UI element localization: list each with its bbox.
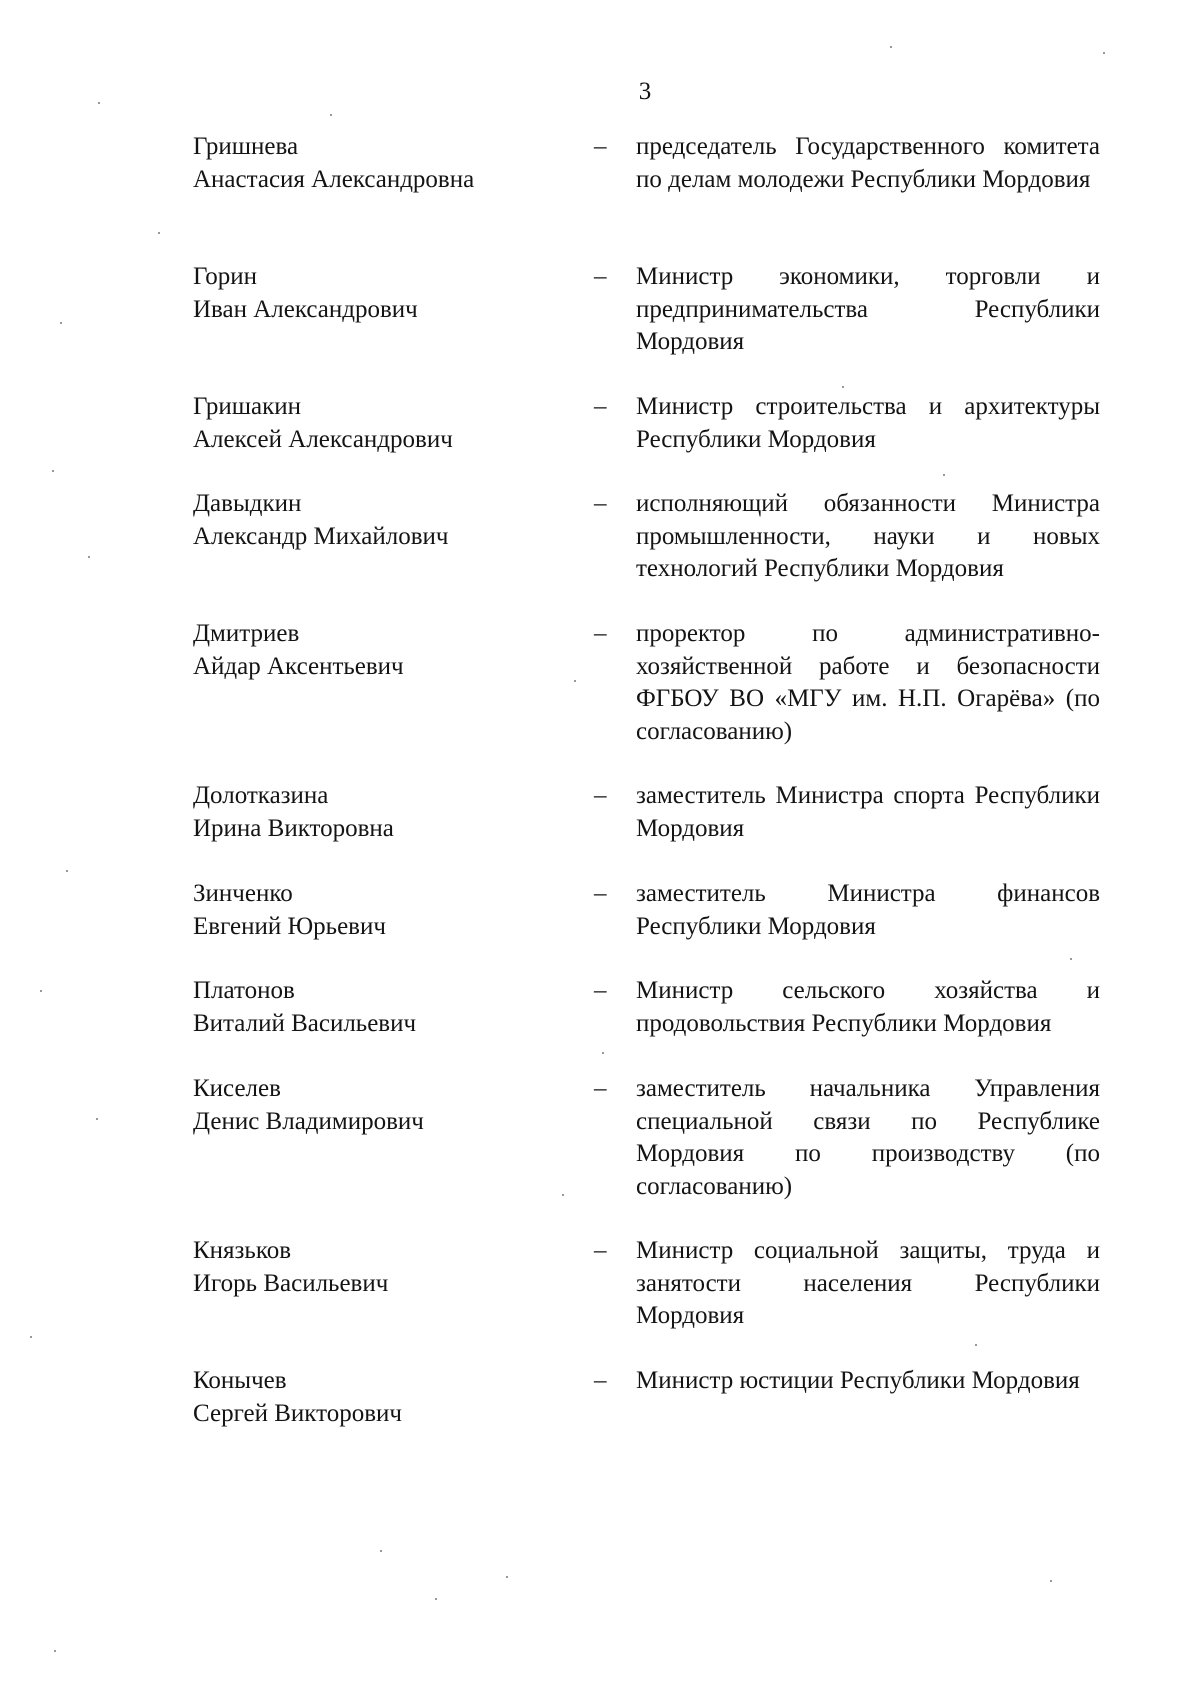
scan-speck [975, 1344, 977, 1346]
given-names: Айдар Аксентьевич [193, 652, 404, 680]
scan-speck [60, 322, 62, 324]
surname: Гришнева [193, 133, 299, 160]
position-title: исполняющий обязанности Министра промышленности, науки и новых технологий Республики Мордовия [636, 490, 1100, 582]
separator-dash: – [594, 1367, 607, 1394]
given-names: Евгений Юрьевич [193, 912, 386, 940]
scan-speck [158, 232, 160, 234]
position-title: Министр юстиции Республики Мордовия [636, 1367, 1080, 1394]
person-name [193, 1235, 553, 1300]
scan-speck [435, 1598, 437, 1600]
person-name [193, 878, 553, 943]
scan-speck [574, 680, 576, 682]
scan-speck [890, 46, 892, 48]
separator-dash: – [594, 977, 607, 1004]
given-names: Ирина Викторовна [193, 814, 394, 842]
surname: Киселев [193, 1075, 281, 1102]
separator-dash: – [594, 263, 607, 290]
scan-speck [330, 114, 332, 116]
scan-speck [98, 102, 100, 104]
given-names: Денис Владимирович [193, 1107, 424, 1135]
given-names: Анастасия Александровна [193, 165, 475, 193]
separator-dash: – [594, 1237, 607, 1264]
scan-speck [380, 1550, 382, 1552]
scan-speck [88, 556, 90, 558]
position-title: проректор по административно-хозяйственной работе и безопасности ФГБОУ ВО «МГУ им. Н.П. Огарёва» (по согласованию) [636, 620, 1100, 745]
position-title: Министр социальной защиты, труда и занятости населения Республики Мордовия [636, 1237, 1100, 1329]
separator-dash: – [594, 490, 607, 517]
person-name [193, 618, 553, 683]
scan-speck [506, 1576, 508, 1578]
scan-speck [602, 1052, 604, 1054]
person-name [193, 1365, 553, 1430]
surname: Зинченко [193, 880, 293, 907]
person-name [193, 780, 553, 845]
scan-speck [54, 1650, 56, 1652]
surname: Князьков [193, 1237, 292, 1264]
position-title: заместитель Министра спорта Республики Мордовия [636, 782, 1100, 842]
scan-speck [96, 1118, 98, 1120]
person-name [193, 1073, 553, 1138]
surname: Дмитриев [193, 620, 300, 647]
person-name [193, 131, 553, 196]
given-names: Игорь Васильевич [193, 1269, 389, 1297]
surname: Гришакин [193, 393, 302, 420]
person-name [193, 975, 553, 1040]
scan-speck [943, 474, 945, 476]
surname: Конычев [193, 1367, 287, 1394]
person-name [193, 488, 553, 553]
scan-speck [1070, 958, 1072, 960]
separator-dash: – [594, 133, 607, 160]
separator-dash: – [594, 1075, 607, 1102]
scan-speck [562, 1194, 564, 1196]
scan-speck [30, 1336, 32, 1338]
position-title: председатель Государственного комитета по делам молодежи Республики Мордовия [636, 133, 1100, 193]
person-name [193, 261, 553, 326]
surname: Платонов [193, 977, 295, 1004]
scan-speck [52, 470, 54, 472]
given-names: Виталий Васильевич [193, 1009, 417, 1037]
scan-speck [40, 990, 42, 992]
surname: Давыдкин [193, 490, 302, 517]
position-title: Министр экономики, торговли и предпринимательства Республики Мордовия [636, 263, 1100, 355]
position-title: Министр строительства и архитектуры Республики Мордовия [636, 393, 1100, 453]
position-title: заместитель начальника Управления специальной связи по Республике Мордовия по производству (по согласованию) [636, 1075, 1100, 1200]
scan-speck [1103, 52, 1105, 54]
given-names: Иван Александрович [193, 295, 418, 323]
given-names: Алексей Александрович [193, 425, 453, 453]
scan-speck [1050, 1580, 1052, 1582]
separator-dash: – [594, 782, 607, 809]
separator-dash: – [594, 393, 607, 420]
surname: Горин [193, 263, 258, 290]
person-name [193, 391, 553, 456]
scan-speck [842, 386, 844, 388]
surname: Долотказина [193, 782, 329, 809]
separator-dash: – [594, 880, 607, 907]
given-names: Александр Михайлович [193, 522, 449, 550]
separator-dash: – [594, 620, 607, 647]
scan-speck [66, 870, 68, 872]
position-title: заместитель Министра финансов Республики Мордовия [636, 880, 1100, 940]
position-title: Министр сельского хозяйства и продовольствия Республики Мордовия [636, 977, 1100, 1037]
given-names: Сергей Викторович [193, 1399, 402, 1427]
page-number: 3 [638, 78, 652, 105]
